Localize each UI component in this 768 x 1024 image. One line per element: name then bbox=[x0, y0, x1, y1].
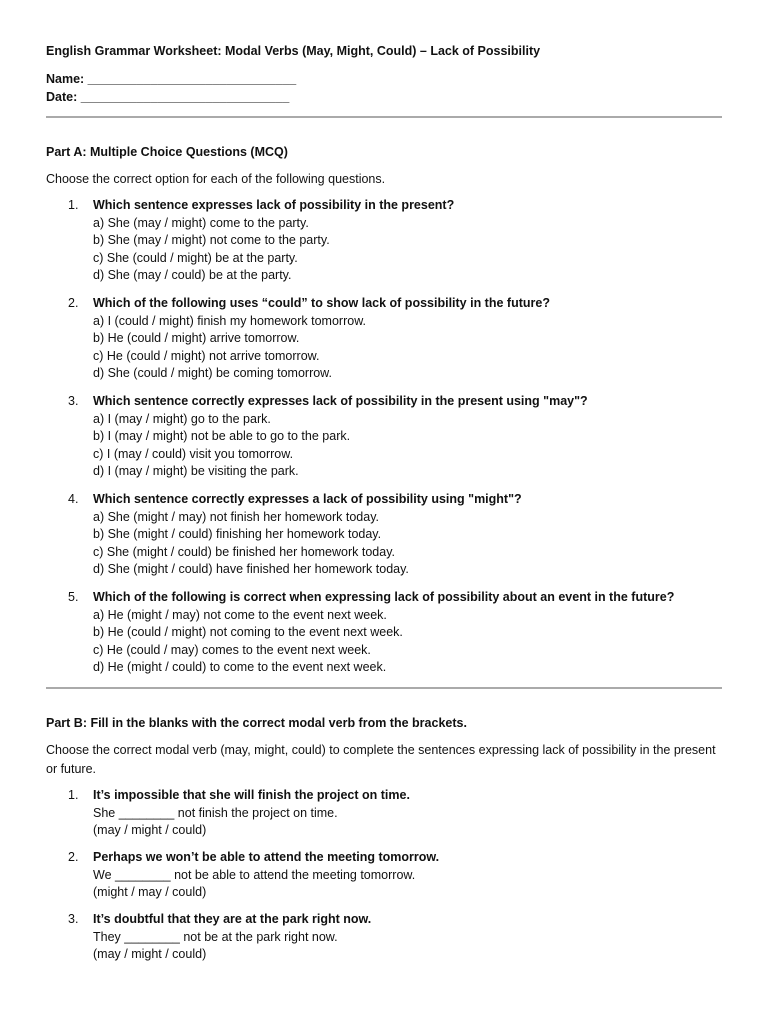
question-item bbox=[46, 393, 722, 481]
item-sentence: They ________ not be at the park right now. bbox=[93, 929, 338, 944]
item-choices: (may / might / could) bbox=[93, 823, 207, 838]
option-c: c) She (could / might) be at the party. bbox=[93, 250, 298, 265]
option-c: c) He (could / might) not arrive tomorrow. bbox=[93, 348, 320, 363]
item-choices: (may / might / could) bbox=[93, 947, 207, 962]
name-field: Name: ______________________________ bbox=[46, 72, 297, 86]
item-sentence: We ________ not be able to attend the meeting tomorrow. bbox=[93, 867, 416, 882]
question-number: 2. bbox=[68, 296, 79, 310]
question-number: 4. bbox=[68, 492, 79, 506]
divider-top bbox=[46, 116, 722, 118]
question-number: 5. bbox=[68, 590, 79, 604]
option-c: c) He (could / may) comes to the event next week. bbox=[93, 642, 371, 657]
fill-blank-item bbox=[46, 911, 722, 964]
option-a: a) I (may / might) go to the park. bbox=[93, 411, 271, 426]
item-prompt: It’s impossible that she will finish the project on time. bbox=[93, 788, 410, 802]
option-c: c) She (might / could) be finished her homework today. bbox=[93, 544, 395, 559]
worksheet-title: English Grammar Worksheet: Modal Verbs (May, Might, Could) – Lack of Possibility bbox=[46, 44, 541, 58]
option-a: a) I (could / might) finish my homework tomorrow. bbox=[93, 313, 366, 328]
question-text: Which of the following is correct when expressing lack of possibility about an event in the future? bbox=[93, 590, 675, 604]
option-b: b) He (could / might) not coming to the event next week. bbox=[93, 625, 403, 640]
option-d: d) I (may / might) be visiting the park. bbox=[93, 464, 299, 479]
part-a-heading: Part A: Multiple Choice Questions (MCQ) bbox=[46, 145, 288, 159]
question-item bbox=[46, 589, 722, 677]
option-a: a) She (might / may) not finish her homework today. bbox=[93, 509, 379, 524]
option-a: a) She (may / might) come to the party. bbox=[93, 215, 309, 230]
part-b-heading: Part B: Fill in the blanks with the correct modal verb from the brackets. bbox=[46, 716, 467, 730]
question-number: 3. bbox=[68, 394, 79, 408]
option-d: d) She (could / might) be coming tomorrow. bbox=[93, 366, 332, 381]
question-text: Which sentence correctly expresses lack of possibility in the present using "may"? bbox=[93, 394, 588, 408]
option-b: b) She (might / could) finishing her homework today. bbox=[93, 527, 382, 542]
question-text: Which of the following uses “could” to show lack of possibility in the future? bbox=[93, 296, 550, 310]
option-c: c) I (may / could) visit you tomorrow. bbox=[93, 446, 294, 461]
question-item bbox=[46, 491, 722, 579]
item-choices: (might / may / could) bbox=[93, 885, 207, 900]
fill-blank-item bbox=[46, 787, 722, 840]
option-a: a) He (might / may) not come to the event next week. bbox=[93, 607, 387, 622]
date-field: Date: ______________________________ bbox=[46, 90, 290, 104]
option-d: d) He (might / could) to come to the event next week. bbox=[93, 660, 387, 675]
item-prompt: It’s doubtful that they are at the park right now. bbox=[93, 912, 372, 926]
question-item bbox=[46, 197, 722, 285]
item-prompt: Perhaps we won’t be able to attend the meeting tomorrow. bbox=[93, 850, 440, 864]
option-d: d) She (might / could) have finished her homework today. bbox=[93, 562, 409, 577]
item-number: 2. bbox=[68, 850, 79, 864]
question-item bbox=[46, 295, 722, 383]
option-d: d) She (may / could) be at the party. bbox=[93, 268, 292, 283]
item-number: 3. bbox=[68, 912, 79, 926]
question-text: Which sentence correctly expresses a lack of possibility using "might"? bbox=[93, 492, 522, 506]
part-b-instruction: Choose the correct modal verb (may, might, could) to complete the sentences expressing lack of possibility in the present or future. bbox=[46, 743, 716, 776]
fill-blank-item bbox=[46, 849, 722, 902]
option-b: b) I (may / might) not be able to go to the park. bbox=[93, 429, 351, 444]
divider-middle bbox=[46, 687, 722, 689]
option-b: b) He (could / might) arrive tomorrow. bbox=[93, 331, 300, 346]
option-b: b) She (may / might) not come to the party. bbox=[93, 233, 330, 248]
item-number: 1. bbox=[68, 788, 79, 802]
item-sentence: She ________ not finish the project on time. bbox=[93, 805, 338, 820]
question-text: Which sentence expresses lack of possibility in the present? bbox=[93, 198, 455, 212]
question-number: 1. bbox=[68, 198, 79, 212]
part-a-instruction: Choose the correct option for each of the following questions. bbox=[46, 172, 386, 186]
